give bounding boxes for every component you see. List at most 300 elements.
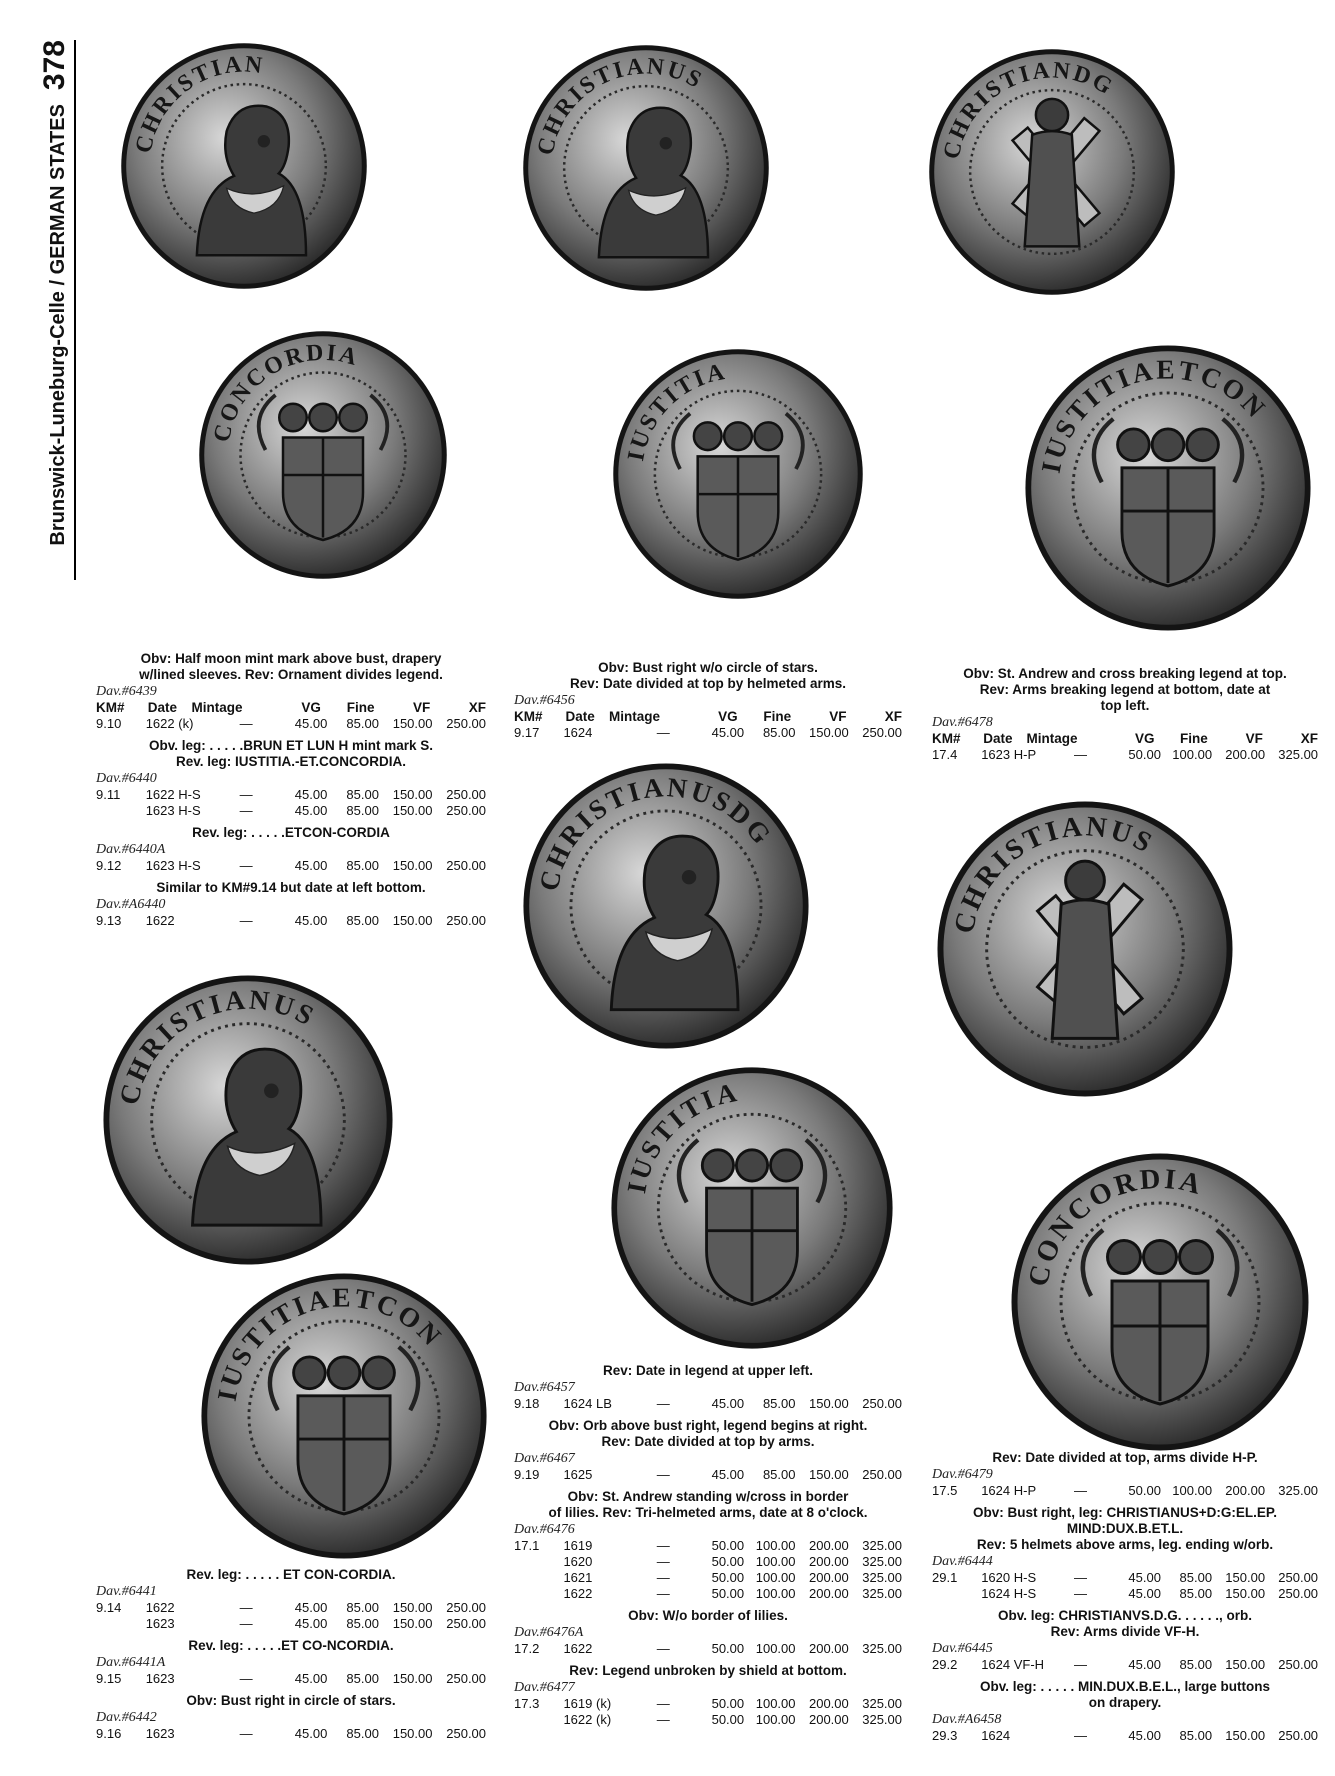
cell-km: 17.3 [514, 1696, 540, 1711]
cell-mint: — [239, 913, 253, 928]
cell-xf: 250.00 [1278, 1586, 1319, 1601]
cell-fine: 85.00 [346, 787, 379, 802]
table-row [96, 716, 486, 732]
cell-km [514, 1570, 563, 1586]
cell-vf: 150.00 [392, 1616, 433, 1631]
header-fine: Fine [763, 709, 792, 724]
listing-title: Rev. leg: . . . . .ETCON-CORDIA [192, 825, 390, 840]
cell-mint: — [1074, 747, 1088, 762]
table-row [932, 747, 1318, 763]
listing-title: Rev: Legend unbroken by shield at bottom. [569, 1663, 847, 1678]
cell-mint: — [239, 716, 253, 731]
header-vf: VF [1245, 731, 1263, 746]
cell-fine: 100.00 [755, 1696, 796, 1711]
cell-vf: 150.00 [392, 787, 433, 802]
cell-mint: — [656, 1712, 670, 1727]
cell-mint: — [239, 787, 253, 802]
cell-xf: 250.00 [862, 1396, 902, 1411]
coin-9-10-reverse [198, 330, 448, 580]
cell-xf: 250.00 [1278, 1728, 1319, 1743]
table-header [96, 700, 486, 716]
header-km: KM# [514, 709, 543, 724]
cell-vf: 200.00 [808, 1696, 849, 1711]
cell-mint: — [1074, 1586, 1088, 1601]
cell-fine: 85.00 [1179, 1657, 1213, 1672]
dav-reference: Dav.#6441A [96, 1655, 166, 1670]
cell-vg: 45.00 [294, 913, 328, 928]
listing-title: Obv: Orb above bust right, legend begins at right. [548, 1418, 868, 1433]
cell-xf: 325.00 [862, 1586, 902, 1601]
header-vg: VG [1135, 731, 1155, 746]
cell-vf: 200.00 [808, 1538, 849, 1553]
cell-fine: 100.00 [1172, 1483, 1213, 1498]
cell-date: 1625 [563, 1467, 593, 1482]
cell-km: 9.10 [96, 716, 122, 731]
cell-vg: 50.00 [711, 1696, 745, 1711]
listing-17-5 [932, 1450, 1318, 1744]
cell-vg: 45.00 [294, 1726, 328, 1741]
cell-vf: 200.00 [808, 1586, 849, 1601]
listing-9-14 [96, 1567, 486, 1742]
listing-title: Rev. leg: IUSTITIA.-ET.CONCORDIA. [175, 754, 406, 769]
cell-mint: — [656, 1396, 670, 1411]
cell-mint: — [1074, 1728, 1088, 1743]
cell-date: 1624 VF-H [981, 1657, 1045, 1672]
cell-km: 29.3 [932, 1728, 958, 1743]
table-row [96, 913, 486, 929]
coin-9-18-obverse [522, 762, 810, 1050]
table-row [514, 1554, 902, 1570]
cell-vg: 50.00 [711, 1641, 745, 1656]
table-row [514, 1696, 902, 1712]
listing-title: on drapery. [1088, 1695, 1162, 1710]
cell-date: 1623 H-P [981, 747, 1037, 762]
cell-vf: 150.00 [1225, 1728, 1266, 1743]
cell-xf: 250.00 [862, 725, 902, 740]
cell-km: 9.14 [96, 1600, 122, 1615]
listing-title: of lilies. Rev: Tri-helmeted arms, date at 8 o'clock. [548, 1505, 868, 1520]
listing-title: Rev: Arms breaking legend at bottom, date at [979, 682, 1271, 697]
cell-km: 17.5 [932, 1483, 958, 1498]
table-row [932, 1657, 1318, 1673]
header-date: Date [983, 731, 1013, 746]
cell-xf: 250.00 [446, 803, 487, 818]
cell-xf: 325.00 [862, 1570, 902, 1585]
cell-vf: 150.00 [808, 1396, 849, 1411]
cell-xf: 250.00 [1278, 1657, 1319, 1672]
cell-fine: 85.00 [346, 1616, 379, 1631]
table-row [932, 1728, 1318, 1744]
svg-text:CHRISTIAN: CHRISTIAN [130, 51, 266, 156]
cell-vf: 150.00 [808, 1467, 849, 1482]
running-head-rule [74, 40, 76, 580]
cell-vg: 50.00 [711, 1570, 745, 1585]
cell-km: 17.1 [514, 1538, 540, 1553]
cell-vf: 200.00 [1225, 747, 1266, 762]
header-xf: XF [1300, 731, 1318, 746]
header-vg: VG [718, 709, 738, 724]
listing-9-10 [96, 651, 486, 929]
header-date: Date [147, 700, 177, 715]
cell-vf: 150.00 [808, 725, 849, 740]
cell-xf: 325.00 [862, 1641, 902, 1656]
cell-km: 9.15 [96, 1671, 122, 1686]
cell-date: 1622 (k) [145, 716, 194, 731]
cell-vg: 50.00 [711, 1586, 745, 1601]
cell-vf: 150.00 [392, 1726, 433, 1741]
listing-title: Rev: Date in legend at upper left. [602, 1363, 814, 1378]
table-row [514, 1570, 902, 1586]
cell-xf: 250.00 [1278, 1570, 1319, 1585]
table-row [96, 1616, 486, 1632]
cell-km: 9.16 [96, 1726, 122, 1741]
dav-reference: Dav.#6439 [96, 684, 157, 699]
coin-9-17-obverse [522, 44, 770, 292]
cell-mint: — [239, 1600, 253, 1615]
cell-vg: 50.00 [711, 1538, 745, 1553]
running-head [38, 40, 80, 580]
cell-vg: 45.00 [1128, 1728, 1161, 1743]
listing-title: Rev. leg: . . . . .ET CO-NCORDIA. [188, 1638, 394, 1653]
cell-fine: 100.00 [755, 1538, 796, 1553]
dav-reference: Dav.#6476A [514, 1625, 584, 1640]
cell-date: 1622 [563, 1586, 593, 1601]
table-row [514, 1467, 902, 1483]
svg-text:CHRISTIANUS: CHRISTIANUS [532, 53, 708, 158]
cell-fine: 100.00 [755, 1641, 796, 1656]
header-mintage: Mintage [191, 700, 243, 715]
cell-mint: — [656, 1467, 670, 1482]
listing-title: MIND:DUX.B.ET.L. [1066, 1521, 1184, 1536]
table-row [514, 1396, 902, 1412]
cell-vg: 45.00 [711, 725, 745, 740]
cell-km: 29.2 [932, 1657, 958, 1672]
cell-date: 1624 LB [563, 1396, 612, 1411]
listing-title: Obv: Bust right w/o circle of stars. [598, 660, 818, 675]
dav-reference: Dav.#6476 [514, 1522, 575, 1537]
cell-vg: 50.00 [711, 1554, 745, 1569]
cell-vg: 45.00 [294, 1671, 328, 1686]
cell-vf: 150.00 [392, 913, 433, 928]
cell-fine: 85.00 [346, 1671, 379, 1686]
dav-reference: Dav.#6441 [96, 1584, 157, 1599]
cell-mint: — [239, 803, 253, 818]
cell-vg: 45.00 [1128, 1657, 1161, 1672]
coin-17-5-reverse [1010, 1152, 1310, 1452]
cell-vg: 45.00 [294, 1616, 328, 1631]
svg-text:IUSTITIAETCON: IUSTITIAETCON [211, 1282, 449, 1404]
header-date: Date [565, 709, 595, 724]
cell-vg: 45.00 [711, 1467, 745, 1482]
cell-vg: 45.00 [711, 1396, 745, 1411]
svg-text:CONCORDIA: CONCORDIA [1022, 1163, 1207, 1290]
cell-fine: 100.00 [755, 1712, 796, 1727]
cell-km [96, 1616, 146, 1632]
cell-fine: 85.00 [346, 913, 379, 928]
listing-9-18 [514, 1363, 902, 1728]
cell-xf: 325.00 [862, 1554, 902, 1569]
cell-fine: 100.00 [1172, 747, 1213, 762]
listing-title: Rev: Arms divide VF-H. [1050, 1624, 1200, 1639]
cell-xf: 325.00 [862, 1696, 902, 1711]
cell-mint: — [656, 1586, 670, 1601]
coin-9-14-reverse [200, 1272, 488, 1560]
cell-xf: 250.00 [446, 1726, 487, 1741]
cell-mint: — [656, 1641, 670, 1656]
cell-fine: 85.00 [762, 1467, 796, 1482]
cell-vf: 200.00 [808, 1712, 849, 1727]
dav-reference: Dav.#6445 [932, 1641, 993, 1656]
cell-mint: — [239, 1671, 253, 1686]
cell-date: 1620 [563, 1554, 593, 1569]
cell-km [514, 1586, 563, 1602]
listing-title: w/lined sleeves. Rev: Ornament divides legend. [139, 667, 443, 682]
dav-reference: Dav.#6477 [514, 1680, 575, 1695]
listing-title: Obv. leg: . . . . . MIN.DUX.B.E.L., large buttons [979, 1679, 1271, 1694]
cell-mint: — [239, 1616, 253, 1631]
cell-xf: 250.00 [446, 858, 487, 873]
dav-reference: Dav.#A6458 [932, 1712, 1002, 1727]
cell-vg: 45.00 [294, 787, 328, 802]
cell-vf: 150.00 [1225, 1657, 1266, 1672]
svg-text:CHRISTIANUS: CHRISTIANUS [948, 811, 1160, 937]
cell-mint: — [1074, 1657, 1088, 1672]
cell-date: 1622 [145, 1600, 175, 1615]
cell-date: 1623 H-S [145, 858, 201, 873]
cell-km: 17.2 [514, 1641, 540, 1656]
cell-fine: 85.00 [1179, 1728, 1213, 1743]
header-km: KM# [96, 700, 125, 715]
cell-xf: 250.00 [446, 913, 487, 928]
cell-vf: 150.00 [392, 1600, 433, 1615]
cell-km: 9.19 [514, 1467, 540, 1482]
dav-reference: Dav.#A6440 [96, 897, 166, 912]
table-row [96, 1726, 486, 1742]
dav-reference: Dav.#6457 [514, 1380, 575, 1395]
coin-9-10-obverse [120, 42, 368, 290]
table-row [932, 1586, 1318, 1602]
dav-reference: Dav.#6456 [514, 693, 575, 708]
cell-date: 1623 [145, 1671, 175, 1686]
cell-vg: 45.00 [294, 803, 328, 818]
cell-date: 1622 [563, 1641, 593, 1656]
cell-vg: 45.00 [1128, 1570, 1161, 1585]
cell-date: 1623 [145, 1726, 175, 1741]
cell-vg: 45.00 [294, 716, 328, 731]
dav-reference: Dav.#6442 [96, 1710, 157, 1725]
table-row [514, 1641, 902, 1657]
header-fine: Fine [346, 700, 375, 715]
table-row [96, 1671, 486, 1687]
coin-17-4-reverse [1024, 344, 1312, 632]
table-row [96, 803, 486, 819]
table-row [514, 1538, 902, 1554]
cell-date: 1624 H-S [981, 1586, 1037, 1601]
section-title: Brunswick-Luneburg-Celle / GERMAN STATES [47, 104, 69, 546]
cell-mint: — [656, 725, 670, 740]
cell-km: 17.4 [932, 747, 958, 762]
cell-vf: 150.00 [392, 716, 433, 731]
cell-fine: 100.00 [755, 1554, 796, 1569]
listing-title: Obv. leg: . . . . .BRUN ET LUN H mint mark S. [148, 738, 434, 753]
cell-fine: 85.00 [762, 725, 796, 740]
cell-vg: 50.00 [1128, 747, 1161, 762]
listing-title: top left. [1100, 698, 1150, 713]
cell-xf: 325.00 [862, 1538, 902, 1553]
cell-vf: 150.00 [1225, 1570, 1266, 1585]
cell-xf: 250.00 [446, 787, 487, 802]
cell-vg: 50.00 [1128, 1483, 1161, 1498]
cell-date: 1622 H-S [145, 787, 201, 802]
cell-fine: 85.00 [346, 803, 379, 818]
listing-title: Rev: Date divided at top, arms divide H-P. [992, 1450, 1258, 1465]
header-mintage: Mintage [609, 709, 661, 724]
listing-title: Obv: Bust right in circle of stars. [186, 1693, 396, 1708]
cell-vf: 150.00 [392, 858, 433, 873]
cell-fine: 85.00 [346, 1600, 379, 1615]
table-row [96, 858, 486, 874]
svg-text:CONCORDIA: CONCORDIA [208, 339, 363, 445]
table-row [932, 1570, 1318, 1586]
dav-reference: Dav.#6440 [96, 771, 157, 786]
table-row [96, 1600, 486, 1616]
cell-xf: 250.00 [862, 1467, 902, 1482]
listing-title: Obv: W/o border of lilies. [628, 1608, 788, 1623]
cell-fine: 85.00 [1179, 1570, 1213, 1585]
dav-reference: Dav.#6440A [96, 842, 166, 857]
cell-xf: 325.00 [1278, 1483, 1319, 1498]
cell-date: 1622 (k) [563, 1712, 612, 1727]
cell-vf: 200.00 [808, 1641, 849, 1656]
cell-date: 1624 [563, 725, 593, 740]
cell-fine: 100.00 [755, 1586, 796, 1601]
cell-vg: 50.00 [711, 1712, 745, 1727]
cell-date: 1623 [145, 1616, 175, 1631]
cell-mint: — [1074, 1570, 1088, 1585]
listing-17-4 [932, 666, 1318, 763]
header-xf: XF [884, 709, 902, 724]
cell-date: 1619 (k) [563, 1696, 612, 1711]
cell-mint: — [656, 1570, 670, 1585]
cell-vf: 150.00 [1225, 1586, 1266, 1601]
svg-text:IUSTITIAETCON: IUSTITIAETCON [1035, 354, 1273, 476]
cell-fine: 100.00 [755, 1570, 796, 1585]
cell-mint: — [656, 1554, 670, 1569]
coin-17-5-obverse [936, 800, 1234, 1098]
header-fine: Fine [1179, 731, 1208, 746]
svg-text:CHRISTIANUSDG: CHRISTIANUSDG [533, 772, 779, 894]
cell-xf: 325.00 [1278, 747, 1319, 762]
cell-km [96, 803, 146, 819]
cell-fine: 85.00 [762, 1396, 796, 1411]
cell-vf: 200.00 [808, 1570, 849, 1585]
cell-xf: 250.00 [446, 716, 487, 731]
dav-reference: Dav.#6467 [514, 1451, 575, 1466]
cell-vg: 45.00 [294, 858, 328, 873]
cell-km: 9.13 [96, 913, 122, 928]
header-km: KM# [932, 731, 961, 746]
table-row [514, 1586, 902, 1602]
listing-9-17 [514, 660, 902, 741]
cell-mint: — [656, 1696, 670, 1711]
dav-reference: Dav.#6478 [932, 715, 993, 730]
page-number: 378 [38, 40, 71, 91]
cell-vf: 150.00 [392, 1671, 433, 1686]
coin-9-18-reverse [610, 1066, 894, 1350]
listing-title: Rev. leg: . . . . . ET CON-CORDIA. [186, 1567, 396, 1582]
header-xf: XF [468, 700, 486, 715]
cell-date: 1623 H-S [145, 803, 201, 818]
cell-km: 9.17 [514, 725, 540, 740]
cell-km: 9.18 [514, 1396, 540, 1411]
cell-xf: 250.00 [446, 1616, 487, 1631]
listing-title: Obv. leg: CHRISTIANVS.D.G. . . . . ., orb. [997, 1608, 1253, 1623]
listing-title: Rev: Date divided at top by arms. [601, 1434, 815, 1449]
cell-mint: — [656, 1538, 670, 1553]
svg-text:CHRISTIANDG: CHRISTIANDG [938, 57, 1119, 162]
coin-9-17-reverse [612, 348, 864, 600]
table-header [514, 709, 902, 725]
header-vf: VF [413, 700, 431, 715]
table-header [932, 731, 1318, 747]
table-row [932, 1483, 1318, 1499]
cell-fine: 85.00 [346, 858, 379, 873]
header-vf: VF [829, 709, 847, 724]
listing-title: Obv: Bust right, leg: CHRISTIANUS+D:G:EL.EP. [973, 1505, 1277, 1520]
svg-text:CHRISTIANUS: CHRISTIANUS [113, 984, 321, 1108]
cell-fine: 85.00 [346, 1726, 379, 1741]
header-mintage: Mintage [1026, 731, 1078, 746]
svg-text:IUSTITIA: IUSTITIA [621, 1076, 742, 1196]
coin-17-4-obverse [928, 48, 1176, 296]
cell-xf: 250.00 [446, 1600, 487, 1615]
cell-date: 1619 [563, 1538, 593, 1553]
cell-date: 1622 [145, 913, 175, 928]
cell-mint: — [239, 1726, 253, 1741]
svg-text:IUSTITIA: IUSTITIA [623, 358, 730, 464]
table-row [514, 725, 902, 741]
cell-km: 29.1 [932, 1570, 958, 1585]
coin-9-14-obverse [102, 974, 394, 1266]
cell-vg: 45.00 [294, 1600, 328, 1615]
cell-date: 1620 H-S [981, 1570, 1037, 1585]
listing-title: Rev: Date divided at top by helmeted arms. [569, 676, 847, 691]
cell-mint: — [1074, 1483, 1088, 1498]
cell-vg: 45.00 [1128, 1586, 1161, 1601]
cell-date: 1624 [981, 1728, 1011, 1743]
cell-km: 9.11 [96, 787, 121, 802]
cell-mint: — [239, 858, 253, 873]
cell-km [514, 1712, 563, 1728]
listing-title: Obv: St. Andrew and cross breaking legend at top. [963, 666, 1287, 681]
cell-fine: 85.00 [346, 716, 379, 731]
cell-vf: 200.00 [1225, 1483, 1266, 1498]
listing-title: Similar to KM#9.14 but date at left bottom. [156, 880, 426, 895]
cell-fine: 85.00 [1179, 1586, 1213, 1601]
table-row [96, 787, 486, 803]
cell-vf: 200.00 [808, 1554, 849, 1569]
cell-date: 1621 [563, 1570, 593, 1585]
listing-title: Rev: 5 helmets above arms, leg. ending w/orb. [976, 1537, 1274, 1552]
table-row [514, 1712, 902, 1728]
dav-reference: Dav.#6444 [932, 1554, 993, 1569]
header-vg: VG [301, 700, 321, 715]
cell-km [932, 1586, 981, 1602]
dav-reference: Dav.#6479 [932, 1467, 993, 1482]
cell-km: 9.12 [96, 858, 122, 873]
listing-title: Obv: St. Andrew standing w/cross in border [567, 1489, 849, 1504]
cell-vf: 150.00 [392, 803, 433, 818]
